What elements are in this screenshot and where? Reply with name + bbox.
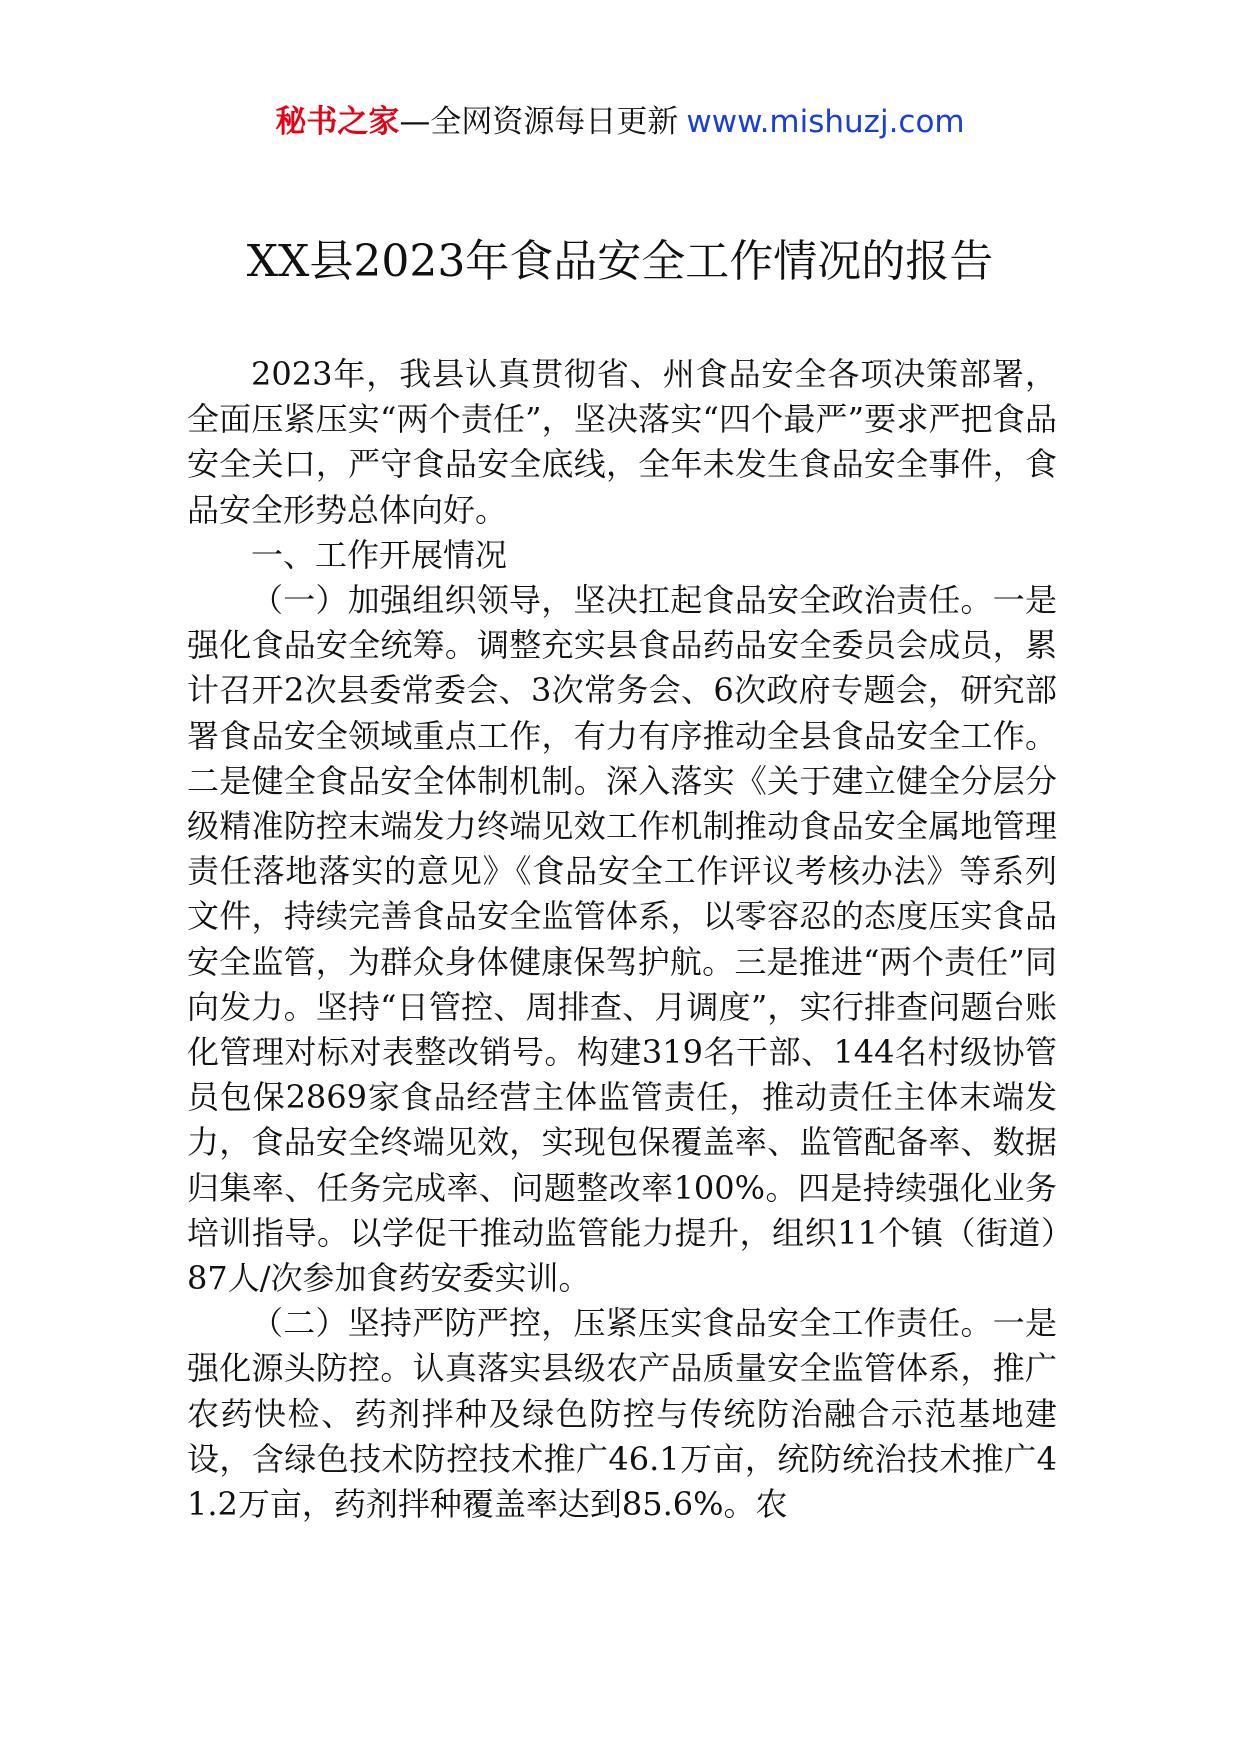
paragraph-intro: 2023年，我县认真贯彻省、州食品安全各项决策部署，全面压紧压实“两个责任”，坚决落实“四个最严”要求严把食品安全关口，严守食品安全底线，全年未发生食品安全事件，食品安全形势总体向好。 [187, 355, 1057, 529]
document-title: XX县2023年食品安全工作情况的报告 [246, 236, 994, 287]
brand-name: 秘书之家 [275, 104, 400, 140]
section-heading: 一、工作开展情况 [251, 535, 508, 574]
site-link[interactable]: www.mishuzj.com [686, 104, 965, 140]
site-header [0, 100, 1240, 144]
paragraph-section-1: （一）加强组织领导，坚决扛起食品安全政治责任。一是强化食品安全统筹。调整充实县食品药品安全委员会成员，累计召开2次县委常委会、3次常务会、6次政府专题会，研究部署食品安全领域重点工作，有力有序推动全县食品安全工作。二是健全食品安全体制机制。深入落实《关于建立健全分层分级精准防控末端发力终端见效工作机制推动食品安全属地管理责任落地落实的意见》《食品安全工作评议考核办法》等系列文件，持续完善食品安全监管体系，以零容忍的态度压实食品安全监管，为群众身体健康保驾护航。三是推进“两个责任”同向发力。坚持“日管控、周排查、月调度”，实行排查问题台账化管理对标对表整改销号。构建319名干部、144名村级协管员包保2869家食品经营主体监管责任，推动责任主体末端发力，食品安全终端见效，实现包保覆盖率、监管配备率、数据归集率、任务完成率、问题整改率100%。四是持续强化业务培训指导。以学促干推动监管能力提升，组织11个镇（街道）87人/次参加食药安委实训。 [187, 581, 1057, 1298]
header-tagline: —全网资源每日更新 [399, 104, 679, 140]
paragraph-section-2: （二）坚持严防严控，压紧压实食品安全工作责任。一是强化源头防控。认真落实县级农产品质量安全监管体系，推广农药快检、药剂拌种及绿色防控与传统防治融合示范基地建设，含绿色技术防控技术推广46.1万亩，统防统治技术推广41.2万亩，药剂拌种覆盖率达到85.6%。农 [187, 1304, 1057, 1524]
document-body [187, 352, 1057, 1527]
